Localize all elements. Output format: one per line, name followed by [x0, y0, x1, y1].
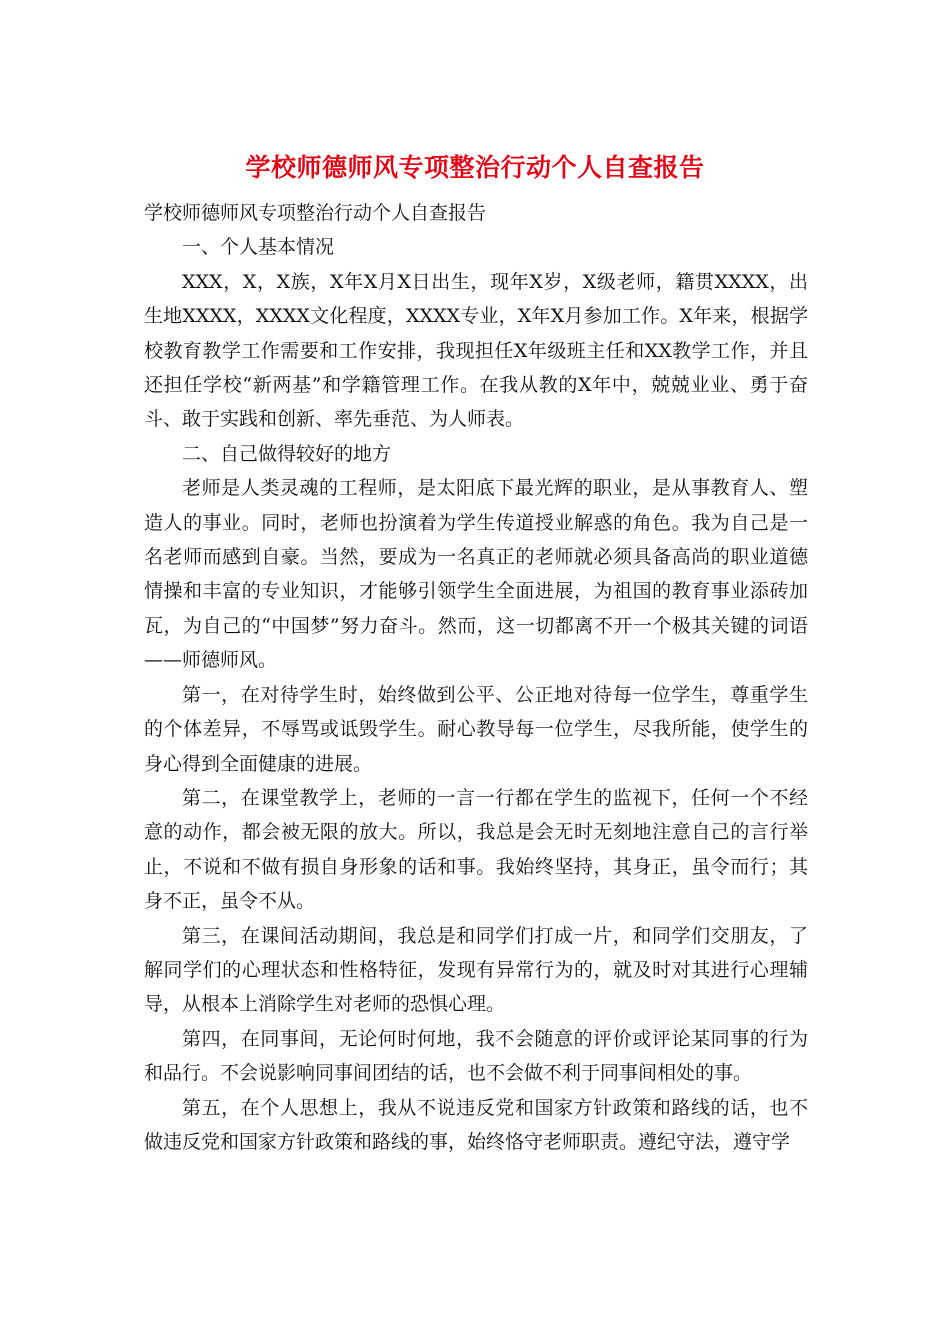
body-paragraph: 第五，在个人思想上，我从不说违反党和国家方针政策和路线的话，也不做违反党和国家方针政策和路线的事，始终恪守老师职责。遵纪守法，遵守学	[144, 1096, 808, 1153]
body-paragraph: 学校师德师风专项整治行动个人自查报告	[144, 202, 487, 224]
document-body	[144, 196, 808, 1159]
section-heading: 一、个人基本情况	[182, 236, 335, 259]
body-paragraph: 第二，在课堂教学上，老师的一言一行都在学生的监视下，任何一个不经意的动作，都会被无限的放大。所以，我总是会无时无刻地注意自己的言行举止，不说和不做有损自身形象的话和事。我始终坚持，其身正，虽令而行；其身不正，虽令不从。	[144, 786, 808, 913]
section-heading: 二、自己做得较好的地方	[182, 442, 392, 465]
body-paragraph: 第三，在课间活动期间，我总是和同学们打成一片，和同学们交朋友，了解同学们的心理状态和性格特征，发现有异常行为的，就及时对其进行心理辅导，从根本上消除学生对老师的恐惧心理。	[144, 924, 808, 1016]
body-paragraph: XXX，X，X族，X年X月X日出生，现年X岁，X级老师，籍贯XXXX，出生地XXXX，XXXX文化程度，XXXX专业，X年X月参加工作。X年来，根据学校教育教学工作需要和工作安排，我现担任X年级班主任和XX教学工作，并且还担任学校“新两基”和学籍管理工作。在我从教的X年中，兢兢业业、勇于奋斗、敢于实践和创新、率先垂范、为人师表。	[144, 270, 808, 431]
body-paragraph: 第一，在对待学生时，始终做到公平、公正地对待每一位学生，尊重学生的个体差异，不辱骂或诋毁学生。耐心教导每一位学生，尽我所能，使学生的身心得到全面健康的进展。	[144, 683, 808, 775]
body-paragraph: 第四，在同事间，无论何时何地，我不会随意的评价或评论某同事的行为和品行。不会说影响同事间团结的话，也不会做不利于同事间相处的事。	[144, 1027, 808, 1085]
document-title: 学校师德师风专项整治行动个人自查报告	[245, 153, 705, 182]
body-paragraph: 老师是人类灵魂的工程师，是太阳底下最光辉的职业，是从事教育人、塑造人的事业。同时，老师也扮演着为学生传道授业解惑的角色。我为自己是一名老师而感到自豪。当然，要成为一名真正的老师就必须具备高尚的职业道德情操和丰富的专业知识，才能够引领学生全面进展，为祖国的教育事业添砖加瓦，为自己的“中国梦”努力奋斗。然而，这一切都离不开一个极其关键的词语——师德师风。	[144, 477, 808, 672]
